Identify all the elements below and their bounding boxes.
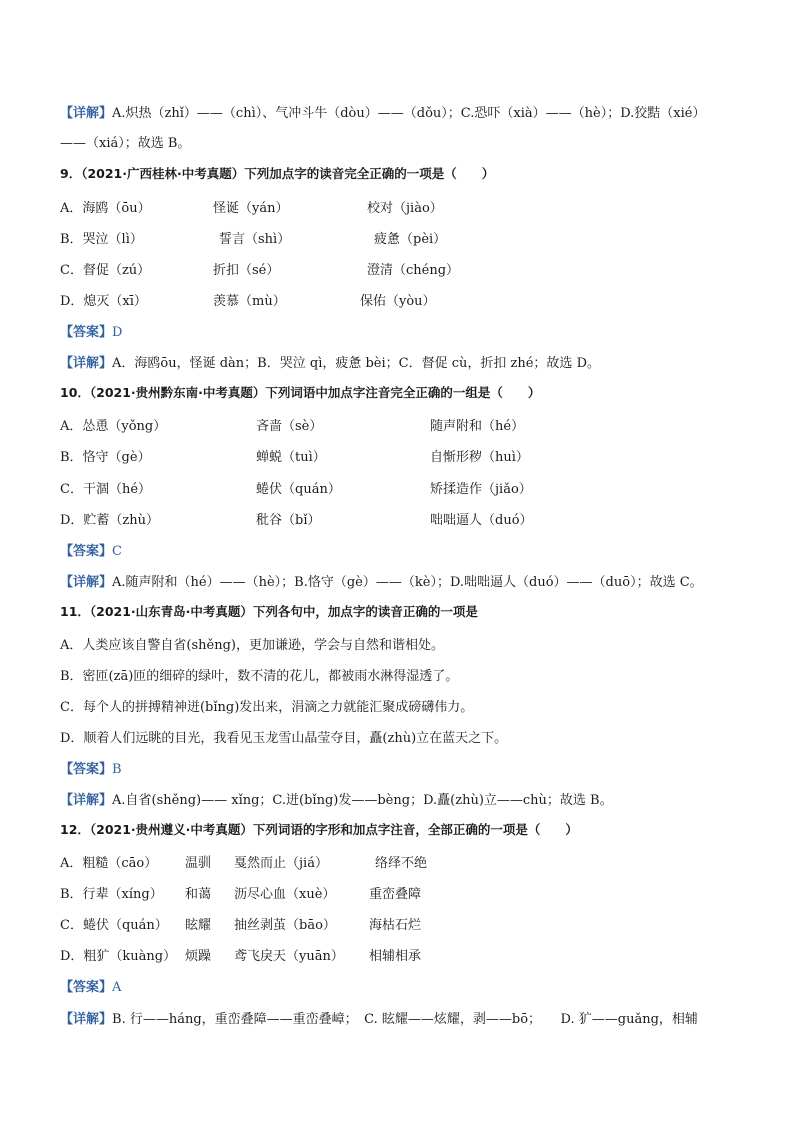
q12-option-a-2: 温驯 bbox=[185, 856, 212, 871]
q12-option-d-1: D．粗犷（kuàng） bbox=[60, 949, 177, 964]
q12-option-c-4: 海枯石烂 bbox=[369, 918, 422, 933]
q10-answer-value: C bbox=[112, 544, 122, 559]
q11-detail bbox=[60, 789, 613, 808]
q9-answer bbox=[60, 321, 122, 340]
q9-option-d-1: D．熄灭（xī） bbox=[60, 294, 147, 309]
q8-detail-line1 bbox=[60, 102, 705, 121]
q9-option-b-2: 誓言（shì） bbox=[219, 232, 291, 247]
q10-title: 10．（2021·贵州黔东南·中考真题）下列词语中加点字注音完全正确的一组是（ ） bbox=[60, 385, 541, 400]
q10-answer bbox=[60, 540, 122, 559]
q10-option-c-3: 矫揉造作（jiǎo） bbox=[430, 482, 532, 497]
q12-option-b-3: 沥尽心血（xuè） bbox=[234, 887, 336, 902]
q9-option-c-2: 折扣（sé） bbox=[213, 263, 280, 278]
q9-option-c-3: 澄清（chéng） bbox=[367, 263, 460, 278]
q12-option-d-3: 鸢飞戾天（yuān） bbox=[234, 949, 344, 964]
q11-title: 11．（2021·山东青岛·中考真题）下列各句中，加点字的读音正确的一项是 bbox=[60, 604, 478, 619]
q10-detail bbox=[60, 571, 703, 590]
q11-option-b: B．密匝(zā)匝的细碎的绿叶，数不清的花儿，都被雨水淋得湿透了。 bbox=[60, 669, 459, 684]
q10-option-d-1: D．贮蓄（zhù） bbox=[60, 513, 160, 528]
q9-option-d-2: 羡慕（mù） bbox=[213, 294, 286, 309]
q10-option-b-1: B．恪守（gè） bbox=[60, 450, 151, 465]
q11-option-a: A．人类应该自警自省(shěng)，更加谦逊，学会与自然和谐相处。 bbox=[60, 638, 444, 653]
q12-option-c-3: 抽丝剥茧（bāo） bbox=[234, 918, 336, 933]
q10-option-a-3: 随声附和（hé） bbox=[430, 419, 525, 434]
detail-tag: 【详解】 bbox=[60, 1012, 113, 1027]
answer-tag: 【答案】 bbox=[60, 762, 113, 777]
q11-detail-text: A.自省(shěng)—— xǐng；C.迸(bǐng)发——bèng；D.矗(zhù)立——chù；故选 B。 bbox=[112, 793, 613, 808]
q12-option-b-4: 重峦叠障 bbox=[369, 887, 422, 902]
q9-detail bbox=[60, 352, 600, 371]
q8-detail-text: A.炽热（zhǐ）——（chì）、气冲斗牛（dòu）——（dǒu）；C.恐吓（xià）——（hè）；D.狡黠（xié） bbox=[112, 106, 706, 121]
q9-answer-value: D bbox=[112, 325, 123, 340]
q9-option-b-3: 疲惫（pèi） bbox=[374, 232, 447, 247]
answer-tag: 【答案】 bbox=[60, 544, 113, 559]
q12-option-d-2: 烦躁 bbox=[185, 949, 212, 964]
q12-answer-value: A bbox=[112, 980, 122, 995]
q10-option-a-1: A．怂恿（yǒng） bbox=[60, 419, 167, 434]
q11-option-d: D．顺着人们远眺的目光，我看见玉龙雪山晶莹夺目，矗(zhù)立在蓝天之下。 bbox=[60, 731, 508, 746]
q10-option-c-2: 蜷伏（quán） bbox=[256, 482, 341, 497]
q12-answer bbox=[60, 976, 121, 995]
q12-option-c-1: C．蜷伏（quán） bbox=[60, 918, 168, 933]
q10-option-d-2: 秕谷（bǐ） bbox=[256, 513, 321, 528]
q12-option-a-1: A．粗糙（cāo） bbox=[60, 856, 158, 871]
q8-detail-line2: ——（xiá）；故选 B。 bbox=[60, 136, 191, 151]
answer-tag: 【答案】 bbox=[60, 980, 113, 995]
q12-option-a-3: 戛然而止（jiá） bbox=[234, 856, 328, 871]
q10-option-b-3: 自惭形秽（huì） bbox=[430, 450, 529, 465]
q9-option-b-1: B．哭泣（lì） bbox=[60, 232, 143, 247]
detail-tag: 【详解】 bbox=[60, 793, 113, 808]
q9-option-c-1: C．督促（zú） bbox=[60, 263, 151, 278]
q9-option-a-2: 怪诞（yán） bbox=[213, 201, 289, 216]
q12-option-a-4: 络绎不绝 bbox=[375, 856, 428, 871]
q9-title: 9．（2021·广西桂林·中考真题）下列加点字的读音完全正确的一项是（ ） bbox=[60, 166, 495, 181]
q12-option-b-1: B．行辈（xíng） bbox=[60, 887, 163, 902]
q11-answer-value: B bbox=[112, 762, 122, 777]
q12-detail bbox=[60, 1008, 698, 1027]
q12-option-b-2: 和蔼 bbox=[185, 887, 212, 902]
q12-option-d-4: 相辅相承 bbox=[369, 949, 422, 964]
q10-option-c-1: C．干涸（hé） bbox=[60, 482, 152, 497]
q12-detail-text: B. 行——háng，重峦叠障——重峦叠嶂； C. 眩耀——炫耀，剥——bō； D. 犷——guǎng，相辅 bbox=[112, 1012, 698, 1027]
q10-option-b-2: 蝉蜕（tuì） bbox=[256, 450, 326, 465]
q9-option-a-3: 校对（jiào） bbox=[367, 201, 443, 216]
q11-answer bbox=[60, 758, 122, 777]
q9-option-a-1: A．海鸥（ōu） bbox=[60, 201, 151, 216]
q10-detail-text: A.随声附和（hé）——（hè）；B.恪守（gè）——（kè）；D.咄咄逼人（duó）——（duō）；故选 C。 bbox=[112, 575, 703, 590]
q10-option-a-2: 吝啬（sè） bbox=[256, 419, 323, 434]
q12-option-c-2: 眩耀 bbox=[185, 918, 212, 933]
q10-option-d-3: 咄咄逼人（duó） bbox=[430, 513, 533, 528]
answer-tag: 【答案】 bbox=[60, 325, 113, 340]
q11-option-c: C．每个人的拼搏精神迸(bǐng)发出来，涓滴之力就能汇聚成磅礴伟力。 bbox=[60, 700, 474, 715]
q9-detail-text: A．海鸥ōu，怪诞 dàn；B．哭泣 qì，疲惫 bèi；C．督促 cù，折扣 zhé；故选 D。 bbox=[112, 356, 600, 371]
detail-tag: 【详解】 bbox=[60, 106, 113, 121]
q9-option-d-3: 保佑（yòu） bbox=[360, 294, 436, 309]
detail-tag: 【详解】 bbox=[60, 356, 113, 371]
q12-title: 12．（2021·贵州遵义·中考真题）下列词语的字形和加点字注音，全部正确的一项是（ ） bbox=[60, 822, 578, 837]
detail-tag: 【详解】 bbox=[60, 575, 113, 590]
